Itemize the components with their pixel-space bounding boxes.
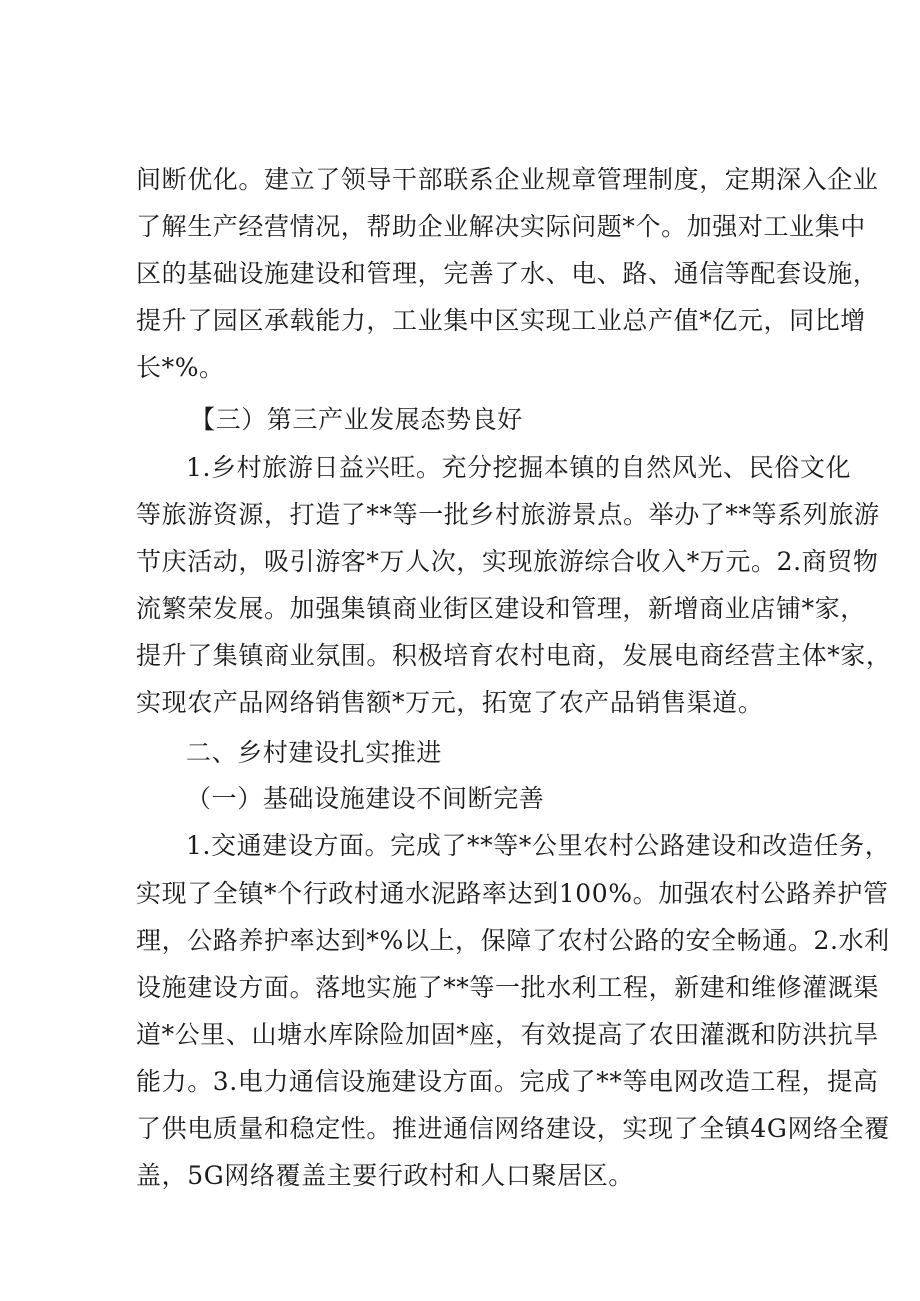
paragraph-line: 等旅游资源，打造了**等一批乡村旅游景点。举办了**等系列旅游 [136,500,880,529]
paragraph-line: 能力。3.电力通信设施建设方面。完成了**等电网改造工程，提高 [136,1067,879,1096]
paragraph-line: 1.乡村旅游日益兴旺。充分挖掘本镇的自然风光、民俗文化 [186,453,852,482]
paragraph-line: 节庆活动，吸引游客*万人次，实现旅游综合收入*万元。2.商贸物 [136,547,879,576]
paragraph-line: 理，公路养护率达到*%以上，保障了农村公路的安全畅通。2.水利 [136,926,890,955]
paragraph-line: 了供电质量和稳定性。推进通信网络建设，实现了全镇4G网络全覆 [136,1114,890,1143]
paragraph-line: 区的基础设施建设和管理，完善了水、电、路、通信等配套设施， [136,259,879,288]
section-heading: （一）基础设施建设不间断完善 [186,784,545,813]
paragraph-line: 道*公里、山塘水库除险加固*座，有效提高了农田灌溉和防洪抗旱 [136,1020,880,1049]
paragraph-line: 实现农产品网络销售额*万元，拓宽了农产品销售渠道。 [136,688,764,717]
paragraph-line: 了解生产经营情况，帮助企业解决实际问题*个。加强对工业集中 [136,212,866,241]
paragraph-line: 间断优化。建立了领导干部联系企业规章管理制度，定期深入企业 [136,165,879,194]
section-heading: 【三）第三产业发展态势良好 [190,405,523,434]
chapter-heading: 二、乡村建设扎实推进 [186,738,443,767]
paragraph-line: 设施建设方面。落地实施了**等一批水利工程，新建和维修灌溉渠 [136,973,880,1002]
paragraph-line: 盖，5G网络覆盖主要行政村和人口聚居区。 [136,1161,634,1190]
paragraph-line: 长*%。 [136,353,225,382]
paragraph-line: 提升了集镇商业氛围。积极培育农村电商，发展电商经营主体*家， [136,641,892,670]
paragraph-line: 1.交通建设方面。完成了**等*公里农村公路建设和改造任务， [186,831,891,860]
paragraph-line: 实现了全镇*个行政村通水泥路率达到100%。加强农村公路养护管 [136,879,889,908]
paragraph-line: 提升了园区承载能力，工业集中区实现工业总产值*亿元，同比增 [136,306,866,335]
paragraph-line: 流繁荣发展。加强集镇商业街区建设和管理，新增商业店铺*家， [136,594,866,623]
